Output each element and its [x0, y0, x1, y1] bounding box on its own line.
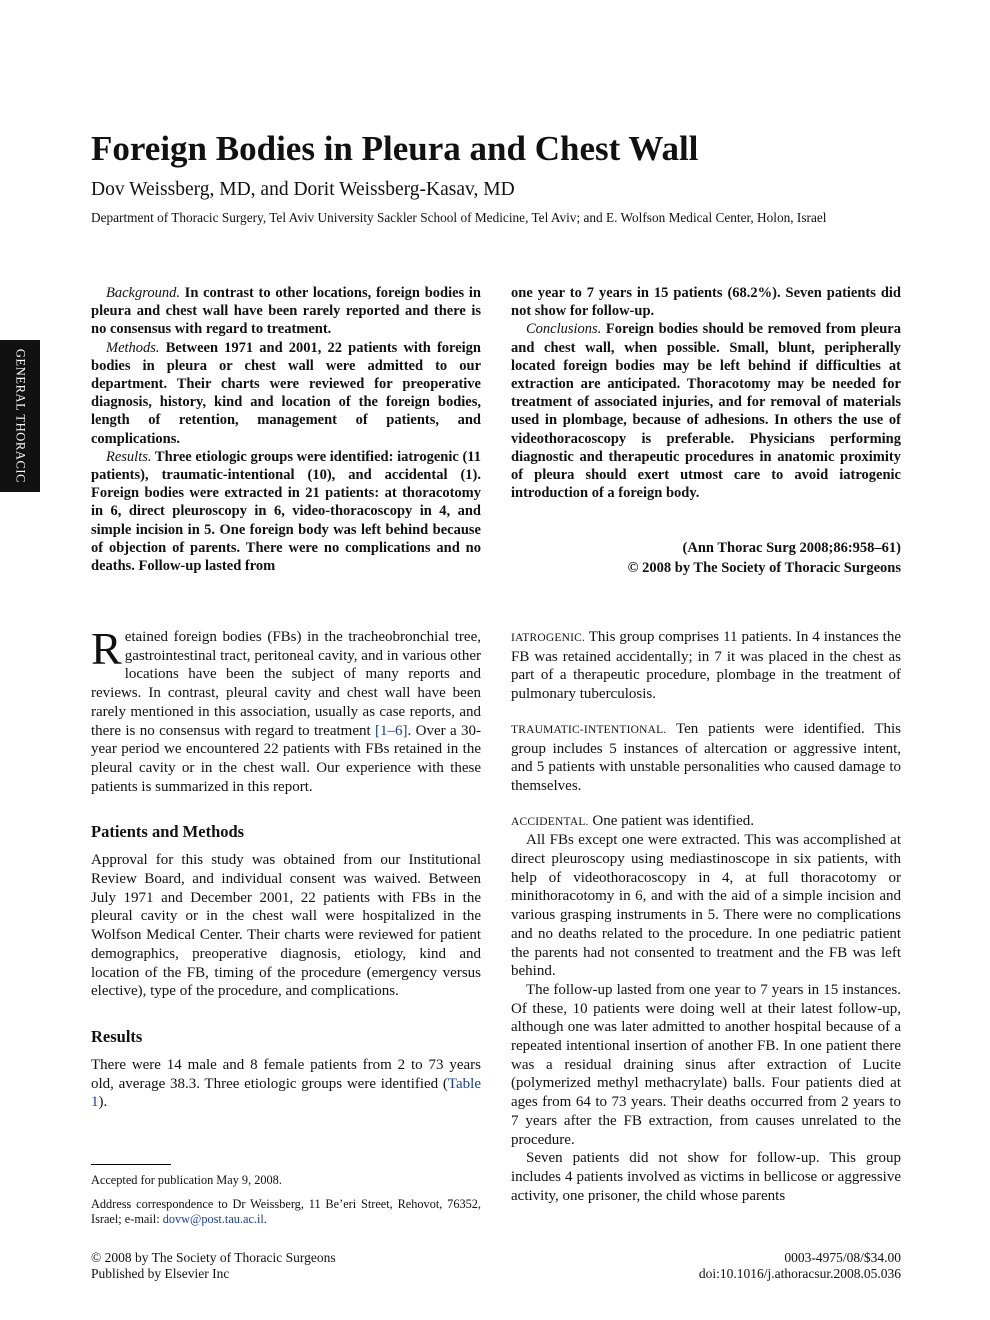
traumatic-paragraph: TRAUMATIC-INTENTIONAL. Ten patients were identified. This group includes 5 instances of altercation or aggressive intent, and 5 patients with unstable personalities who caused damage to themselves.	[511, 720, 901, 794]
correspondence-note: Address correspondence to Dr Weissberg, 11 Be’eri Street, Rehovot, 76352, Israel; e-mail: dovw@post.tau.ac.il.	[91, 1196, 481, 1226]
publisher-line: Published by Elsevier Inc	[91, 1266, 230, 1281]
copyright-line: © 2008 by The Society of Thoracic Surgeons	[91, 1250, 336, 1265]
article-identifiers	[699, 1250, 901, 1282]
no-show-paragraph: Seven patients did not show for follow-up. This group includes 4 patients involved as victims in bellicose or aggressive activity, one prisoner, the child whose parents	[511, 1150, 901, 1204]
publisher-info	[91, 1250, 336, 1282]
abstract-results: Results. Three etiologic groups were identified: iatrogenic (11 patients), traumatic-intentional (10), and accidental (1). Foreign bodies were extracted in 21 patients: at thoracotomy in 6, direct pleuroscopy in 6, video-thoracoscopy in 4, and simple incision in 5. One foreign body was left behind because of objection of parents. There were no complications and no deaths. Follow-up lasted from	[91, 448, 481, 575]
drop-cap: R	[91, 623, 122, 674]
results-paragraph: There were 14 male and 8 female patients from 2 to 73 years old, average 38.3. Three etiologic groups were identified (Table 1).	[91, 1056, 481, 1111]
reference-link[interactable]: [1–6]	[375, 722, 408, 739]
footnote-rule	[91, 1164, 171, 1165]
abstract-left	[91, 284, 481, 575]
section-tab-label: GENERAL THORACIC	[13, 348, 28, 484]
accepted-note: Accepted for publication May 9, 2008.	[91, 1173, 282, 1187]
body-right	[511, 628, 901, 1205]
abstract-right	[511, 284, 901, 502]
section-tab	[0, 340, 40, 492]
footnotes	[91, 1173, 481, 1228]
issn-price: 0003-4975/08/$34.00	[784, 1250, 901, 1265]
abstract-results-continued: one year to 7 years in 15 patients (68.2%). Seven patients did not show for follow-up.	[511, 285, 901, 320]
abstract-methods: Methods. Between 1971 and 2001, 22 patients with foreign bodies in pleura or chest wall were admitted to our department. Their charts were reviewed for preoperative diagnosis, history, kind and location of the foreign bodies, length of retention, management of patients, and complications.	[91, 339, 481, 447]
abstract-conclusions: Conclusions. Foreign bodies should be removed from pleura and chest wall, when possible. Small, blunt, peripherally located foreign bodies may be left behind if difficulties at extraction are anticipated. Thoracotomy may be needed for treatment of associated injuries, and for removal of materials used in plombage, because of adhesions. In others the use of videothoracoscopy is preferable. Physicians performing diagnostic and therapeutic procedures in anatomic proximity of pleura should exert utmost care to avoid iatrogenic introduction of a foreign body.	[511, 321, 901, 502]
authors: Dov Weissberg, MD, and Dorit Weissberg-Kasav, MD	[91, 179, 515, 200]
intro-paragraph: Retained foreign bodies (FBs) in the tracheobronchial tree, gastrointestinal tract, peritoneal cavity, and in various other locations have been the subject of many reports and reviews. In contrast, pleural cavity and chest wall have been rarely mentioned in this association, usually as case reports, and there is no consensus with regard to treatment [1–6]. Over a 30-year period we encountered 22 patients with FBs retained in the pleural cavity or in the chest wall. Our experience with these patients is summarized in this report.	[91, 623, 481, 795]
accidental-paragraph: ACCIDENTAL. One patient was identified.	[511, 812, 754, 829]
article-title: Foreign Bodies in Pleura and Chest Wall	[91, 129, 699, 168]
results-heading: Results	[91, 1026, 143, 1046]
table-link[interactable]: Table 1	[91, 1075, 481, 1111]
iatrogenic-paragraph: IATROGENIC. This group comprises 11 patients. In 4 instances the FB was retained accidentally; in 7 it was placed in the chest as part of a therapeutic procedure, plombage in the treatment of pulmonary tuberculosis.	[511, 629, 901, 703]
journal-citation: (Ann Thorac Surg 2008;86:958–61)	[682, 540, 901, 556]
patients-methods-heading: Patients and Methods	[91, 822, 245, 842]
affiliation: Department of Thoracic Surgery, Tel Aviv University Sackler School of Medicine, Tel Aviv; and E. Wolfson Medical Center, Holon, Israel	[91, 210, 827, 225]
follow-up-paragraph: The follow-up lasted from one year to 7 years in 15 instances. Of these, 10 patients were doing well at their latest follow-up, although one was later admitted to another hospital because of a repeated intentional insertion of another FB. In one patient there was a residual draining sinus after extraction of Lucite (polymerized methyl methacrylate) balls. Four patients died at ages from 64 to 73 years. Their deaths occurred from 2 years to 7 years after the FB extraction, from causes unrelated to the procedure.	[511, 981, 901, 1148]
citation-block	[511, 539, 901, 578]
body-left	[91, 623, 481, 1112]
abstract-background: Background. In contrast to other locations, foreign bodies in pleura and chest wall have been rarely reported and there is no consensus with regard to treatment.	[91, 285, 481, 338]
extraction-paragraph: All FBs except one were extracted. This was accomplished at direct pleuroscopy using mediastinoscope in six patients, with help of videothoracoscopy in 4, at full thoracotomy or minithoracotomy in 6, and with the aid of a simple incision and various grasping instruments in 5. There were no complications and no deaths related to the procedure. In one pediatric patient the parents had not consented to treatment and the FB was left behind.	[511, 832, 901, 980]
abstract-copyright: © 2008 by The Society of Thoracic Surgeons	[627, 559, 901, 576]
doi: doi:10.1016/j.athoracsur.2008.05.036	[698, 1266, 901, 1281]
patients-methods-paragraph: Approval for this study was obtained from our Institutional Review Board, and individual consent was waived. Between July 1971 and December 2001, 22 patients with FBs in the pleural cavity or in the chest wall were hospitalized in the Wolfson Medical Center. Their charts were reviewed for patient demographics, preoperative diagnosis, etiology, kind and location of the FB, timing of the procedure (emergency versus elective), type of the procedure, and complications.	[91, 852, 481, 1000]
email-link[interactable]: dovw@post.tau.ac.il	[162, 1212, 264, 1226]
